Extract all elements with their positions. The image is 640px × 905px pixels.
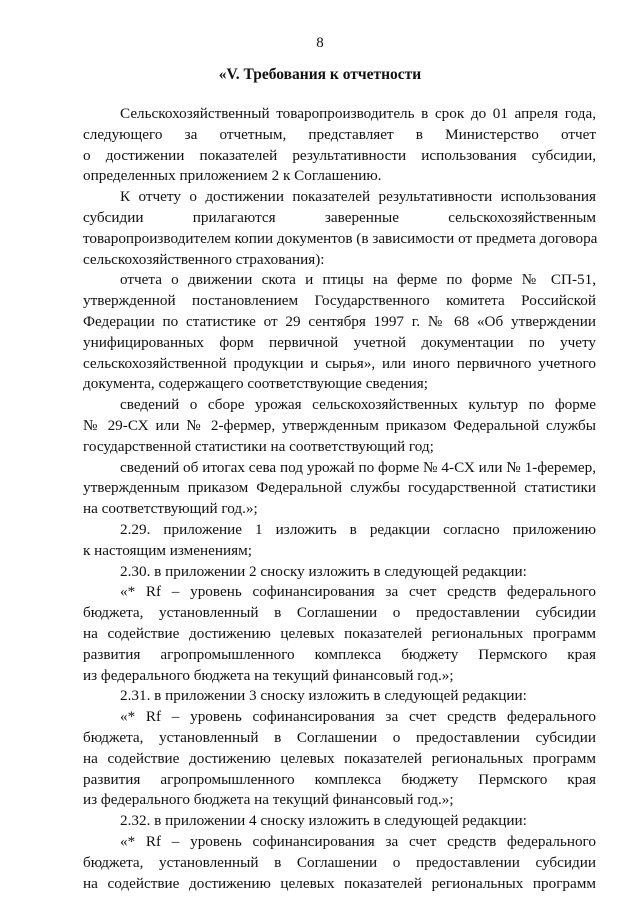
text-line: на содействие достижению целевых показателей региональных программ — [83, 625, 596, 642]
text-line: из федерального бюджета на текущий финансовый год.»; — [83, 791, 454, 809]
text-line: отчета о движении скота и птицы на ферме по форме № СП-51, — [120, 271, 596, 289]
text-line: государственной статистики на соответствующий год; — [83, 437, 434, 455]
text-line: «* Rf – уровень софинансирования за счет средств федерального — [120, 833, 596, 850]
text-line: сельскохозяйственной продукции и сырья», или иного первичного учетного — [83, 354, 596, 372]
text-line: унифицированных форм первичной учетной документации по учету — [83, 333, 596, 351]
text-line: к настоящим изменениям; — [83, 541, 252, 559]
text-line: утвержденным приказом Федеральной службы государственной статистики — [83, 479, 596, 497]
text-line: 2.29. приложение 1 изложить в редакции согласно приложению — [120, 521, 596, 538]
page-number: 8 — [316, 35, 324, 51]
text-line: определенных приложением 2 к Соглашению. — [83, 167, 382, 185]
text-line: «* Rf – уровень софинансирования за счет средств федерального — [120, 583, 596, 601]
text-line: бюджета, установленный в Соглашении о предоставлении субсидии — [83, 729, 596, 746]
text-line: бюджета, установленный в Соглашении о предоставлении субсидии — [83, 604, 596, 622]
text-line: 2.32. в приложении 4 сноску изложить в следующей редакции: — [120, 812, 527, 830]
text-line: документа, содержащего соответствующие сведения; — [83, 375, 429, 393]
text-line: 2.31. в приложении 3 сноску изложить в следующей редакции: — [120, 687, 527, 705]
text-line: развития агропромышленного комплекса бюджету Пермского края — [83, 645, 596, 663]
text-line: сведений об итогах сева под урожай по форме № 4-СХ или № 1-феремер, — [120, 458, 596, 476]
text-line: развития агропромышленного комплекса бюджету Пермского края — [83, 770, 596, 788]
text-line: № 29-СХ или № 2-фермер, утвержденным приказом Федеральной службы — [83, 417, 596, 434]
text-line: 2.30. в приложении 2 сноску изложить в следующей редакции: — [120, 562, 527, 580]
text-line: Сельскохозяйственный товаропроизводитель в срок до 01 апреля года, — [120, 105, 596, 122]
text-line: следующего за отчетным, представляет в Министерство отчет — [83, 125, 596, 143]
text-line: на содействие достижению целевых показателей региональных программ — [83, 874, 596, 892]
section-heading: «V. Требования к отчетности — [218, 66, 422, 83]
text-line: из федерального бюджета на текущий финансовый год.»; — [83, 666, 454, 684]
text-line: К отчету о достижении показателей результативности использования — [120, 188, 596, 206]
text-line: бюджета, установленный в Соглашении о предоставлении субсидии — [83, 853, 596, 871]
text-line: товаропроизводителем копии документов (в зависимости от предмета договора — [83, 229, 598, 247]
text-line: сведений о сборе урожая сельскохозяйственных культур по форме — [120, 396, 596, 414]
text-line: «* Rf – уровень софинансирования за счет средств федерального — [120, 708, 596, 726]
text-line: сельскохозяйственного страхования): — [83, 250, 325, 268]
text-line: о достижении показателей результативности использования субсидии, — [83, 146, 596, 164]
text-line: утвержденной постановлением Государственного комитета Российской — [83, 292, 596, 310]
text-line: на содействие достижению целевых показателей региональных программ — [83, 749, 596, 767]
text-line: на соответствующий год.»; — [83, 500, 258, 518]
text-line: субсидии прилагаются заверенные сельскохозяйственным — [83, 209, 596, 226]
text-line: Федерации по статистике от 29 сентября 1997 г. № 68 «Об утверждении — [83, 313, 596, 330]
